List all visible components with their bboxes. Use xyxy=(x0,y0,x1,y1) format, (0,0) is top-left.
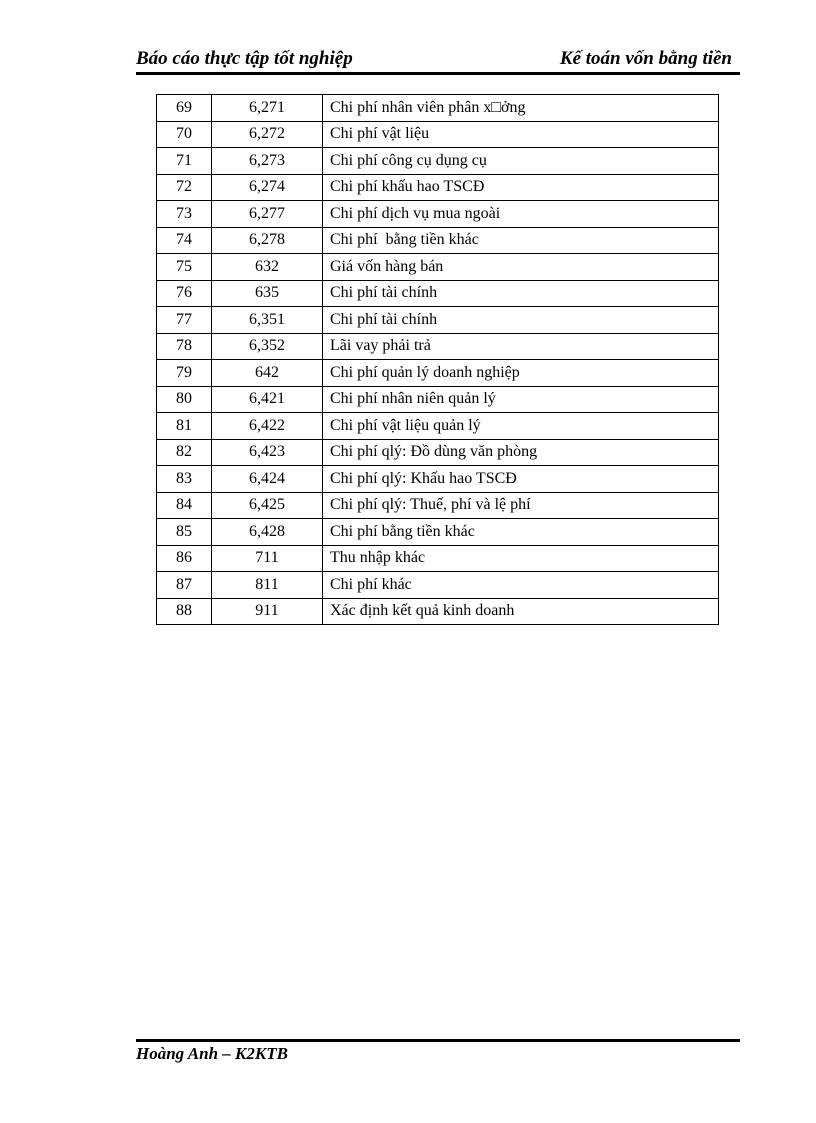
account-name-cell: Chi phí vật liệu xyxy=(323,121,719,148)
row-number-cell: 74 xyxy=(157,227,212,254)
header-divider xyxy=(136,72,740,75)
table-row xyxy=(157,439,719,466)
account-code-cell: 6,274 xyxy=(212,174,323,201)
account-code-cell: 6,352 xyxy=(212,333,323,360)
table-row xyxy=(157,280,719,307)
table-row xyxy=(157,148,719,175)
account-code-cell: 635 xyxy=(212,280,323,307)
account-name-cell: Chi phí qlý: Khấu hao TSCĐ xyxy=(323,466,719,493)
account-code-cell: 6,272 xyxy=(212,121,323,148)
row-number-cell: 84 xyxy=(157,492,212,519)
account-name-cell: Chi phí công cụ dụng cụ xyxy=(323,148,719,175)
table-row xyxy=(157,307,719,334)
row-number-cell: 71 xyxy=(157,148,212,175)
account-code-cell: 6,271 xyxy=(212,95,323,122)
accounts-table xyxy=(156,94,719,625)
table-row xyxy=(157,227,719,254)
table-row xyxy=(157,201,719,228)
table-row xyxy=(157,492,719,519)
report-title: Báo cáo thực tập tốt nghiệp xyxy=(136,48,353,69)
account-name-cell: Xác định kết quả kinh doanh xyxy=(323,598,719,625)
footer-divider xyxy=(136,1039,740,1042)
table-row xyxy=(157,95,719,122)
account-name-cell: Chi phí qlý: Thuế, phí và lệ phí xyxy=(323,492,719,519)
row-number-cell: 88 xyxy=(157,598,212,625)
table-row xyxy=(157,413,719,440)
table-row xyxy=(157,174,719,201)
accounts-table-body xyxy=(157,95,719,625)
account-name-cell: Chi phí khác xyxy=(323,572,719,599)
account-name-cell: Chi phí nhân niên quản lý xyxy=(323,386,719,413)
row-number-cell: 86 xyxy=(157,545,212,572)
row-number-cell: 70 xyxy=(157,121,212,148)
row-number-cell: 77 xyxy=(157,307,212,334)
account-name-cell: Chi phí qlý: Đồ dùng văn phòng xyxy=(323,439,719,466)
account-name-cell: Giá vốn hàng bán xyxy=(323,254,719,281)
page-header xyxy=(136,48,738,74)
row-number-cell: 81 xyxy=(157,413,212,440)
row-number-cell: 73 xyxy=(157,201,212,228)
account-code-cell: 811 xyxy=(212,572,323,599)
account-code-cell: 6,423 xyxy=(212,439,323,466)
footer-author: Hoàng Anh – K2KTB xyxy=(136,1044,288,1063)
account-code-cell: 6,421 xyxy=(212,386,323,413)
account-name-cell: Chi phí dịch vụ mua ngoài xyxy=(323,201,719,228)
row-number-cell: 83 xyxy=(157,466,212,493)
account-code-cell: 711 xyxy=(212,545,323,572)
account-name-cell: Thu nhập khác xyxy=(323,545,719,572)
account-name-cell: Chi phí nhân viên phân x□ởng xyxy=(323,95,719,122)
account-code-cell: 6,424 xyxy=(212,466,323,493)
account-code-cell: 911 xyxy=(212,598,323,625)
account-name-cell: Chi phí bằng tiền khác xyxy=(323,227,719,254)
table-row xyxy=(157,121,719,148)
table-row xyxy=(157,466,719,493)
row-number-cell: 76 xyxy=(157,280,212,307)
table-row xyxy=(157,545,719,572)
account-code-cell: 6,277 xyxy=(212,201,323,228)
account-code-cell: 6,428 xyxy=(212,519,323,546)
row-number-cell: 79 xyxy=(157,360,212,387)
table-row xyxy=(157,519,719,546)
table-row xyxy=(157,386,719,413)
account-name-cell: Chi phí bằng tiền khác xyxy=(323,519,719,546)
table-row xyxy=(157,333,719,360)
account-code-cell: 632 xyxy=(212,254,323,281)
account-name-cell: Chi phí khấu hao TSCĐ xyxy=(323,174,719,201)
account-code-cell: 642 xyxy=(212,360,323,387)
account-name-cell: Chi phí tài chính xyxy=(323,280,719,307)
account-code-cell: 6,422 xyxy=(212,413,323,440)
table-row xyxy=(157,360,719,387)
account-code-cell: 6,273 xyxy=(212,148,323,175)
table-row xyxy=(157,598,719,625)
row-number-cell: 80 xyxy=(157,386,212,413)
section-title: Kế toán vốn bằng tiền xyxy=(559,48,732,69)
account-name-cell: Chi phí tài chính xyxy=(323,307,719,334)
account-name-cell: Lãi vay phải trả xyxy=(323,333,719,360)
account-code-cell: 6,351 xyxy=(212,307,323,334)
account-name-cell: Chi phí vật liệu quản lý xyxy=(323,413,719,440)
account-name-cell: Chi phí quản lý doanh nghiệp xyxy=(323,360,719,387)
row-number-cell: 87 xyxy=(157,572,212,599)
table-row xyxy=(157,572,719,599)
row-number-cell: 75 xyxy=(157,254,212,281)
row-number-cell: 69 xyxy=(157,95,212,122)
row-number-cell: 72 xyxy=(157,174,212,201)
account-code-cell: 6,425 xyxy=(212,492,323,519)
row-number-cell: 78 xyxy=(157,333,212,360)
row-number-cell: 82 xyxy=(157,439,212,466)
row-number-cell: 85 xyxy=(157,519,212,546)
table-row xyxy=(157,254,719,281)
account-code-cell: 6,278 xyxy=(212,227,323,254)
